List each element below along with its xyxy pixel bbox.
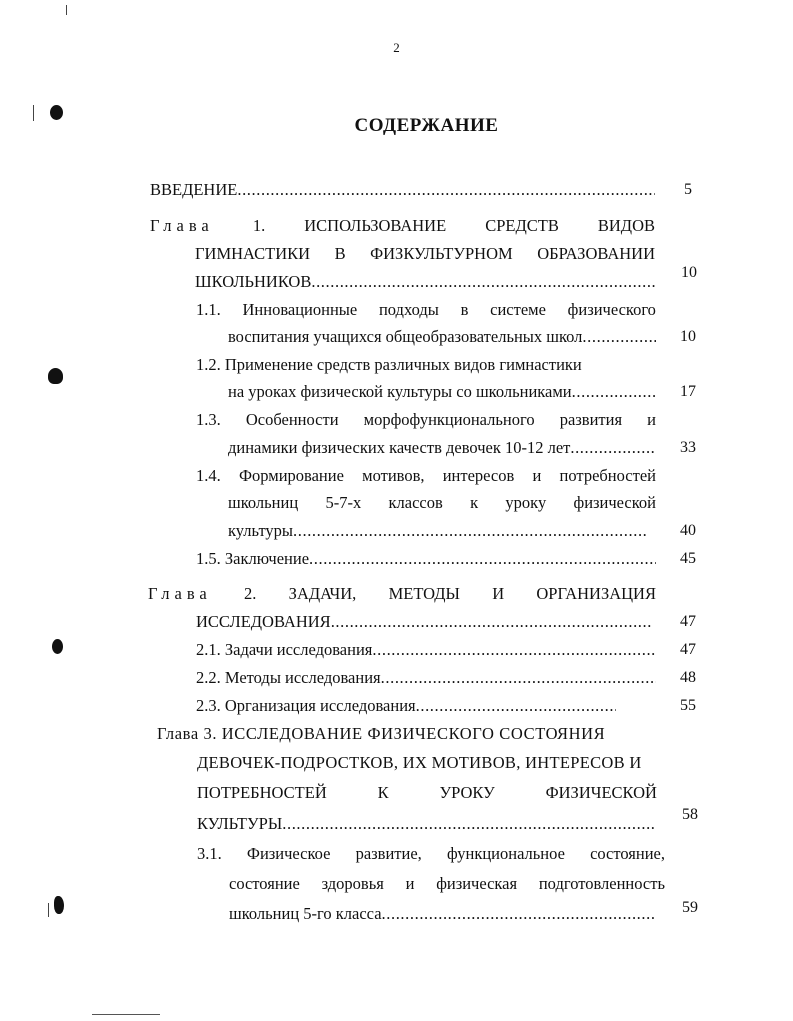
toc-leader [311,270,655,294]
toc-section-1-4-line-2 [228,491,656,515]
toc-word: ВИДОВ [597,216,655,235]
toc-page: 5 [684,181,692,198]
toc-page: 33 [680,439,696,456]
toc-section-1-4-line-3 [228,519,648,543]
toc-word: функциональное [446,844,565,863]
toc-page: 48 [680,669,696,686]
toc-word: 5-7-х [325,493,362,512]
toc-page: 55 [680,697,696,714]
toc-chapter-3-line-4 [197,812,655,836]
toc-word: Формирование [238,466,344,485]
binder-hole-mark [54,896,64,914]
toc-word: к [470,493,479,512]
toc-page: 40 [680,522,696,539]
toc-leader [381,666,656,690]
toc-word: Инновационные [242,300,358,319]
toc-word: морфофункционального [363,410,535,429]
toc-chapter-1-line-2 [195,242,655,266]
binder-hole-mark [48,368,63,384]
toc-label: ШКОЛЬНИКОВ [195,272,312,291]
toc-section-2-3 [196,694,616,718]
toc-chapter-3-line-3 [197,781,657,805]
toc-page: 59 [682,899,698,916]
toc-word: состояние [229,874,300,893]
toc-word: физической [573,493,656,512]
bottom-rule [92,1014,160,1015]
toc-word: 3.1. [197,844,222,863]
toc-page: 17 [680,383,696,400]
toc-word: и [532,466,542,485]
toc-leader [372,638,656,662]
toc-label: 1.5. Заключение [196,549,310,568]
margin-tick [48,903,49,917]
toc-word: ГИМНАСТИКИ [195,244,311,263]
toc-page: 47 [680,641,696,658]
binder-hole-mark [50,105,63,120]
toc-chapter-2-line-2 [196,610,652,634]
toc-word: Физическое [246,844,331,863]
toc-label: КУЛЬТУРЫ [197,814,283,833]
toc-section-1-2-line-2 [228,380,656,404]
toc-label: 2.2. Методы исследования [196,668,381,687]
toc-leader [582,325,656,349]
toc-leader [382,902,655,926]
toc-word: ОРГАНИЗАЦИЯ [536,584,656,603]
toc-chapter-3-line-1: Глава 3. ИССЛЕДОВАНИЕ ФИЗИЧЕСКОГО СОСТОЯНИЯ [157,724,606,743]
page-title: СОДЕРЖАНИЕ [354,115,499,136]
toc-label: динамики физических качеств девочек 10-12 лет [228,438,571,457]
toc-word: состояние, [590,844,665,863]
toc-section-1-1-line-1 [196,298,656,322]
toc-word: ОБРАЗОВАНИИ [537,244,655,263]
toc-section-1-3-line-1 [196,408,656,432]
toc-word: ФИЗИЧЕСКОЙ [545,783,657,802]
toc-word: 1.3. [196,410,221,429]
toc-word: интересов [442,466,515,485]
toc-label: 2.3. Организация исследования [196,696,416,715]
toc-section-1-2-line-1: 1.2. Применение средств различных видов гимнастики [196,355,582,374]
toc-chapter-1-line-3 [195,270,655,294]
toc-section-3-1-line-2 [229,872,665,896]
toc-section-1-3-line-2 [228,436,656,460]
binder-hole-mark [52,639,63,654]
toc-word: ИСПОЛЬЗОВАНИЕ [304,216,447,235]
toc-section-3-1-line-3 [229,902,655,926]
toc-leader [416,694,616,718]
toc-word: подходы [378,300,439,319]
toc-leader [570,436,656,460]
toc-word: СРЕДСТВ [485,216,559,235]
toc-word: К [377,783,389,802]
toc-word: здоровья [321,874,384,893]
toc-word: и [405,874,415,893]
toc-entry-intro [150,178,655,202]
toc-leader [331,610,652,634]
toc-word: школьниц [228,493,299,512]
toc-word: В [334,244,346,263]
toc-leader [282,812,655,836]
toc-word: 1.4. [196,466,221,485]
toc-word: ПОТРЕБНОСТЕЙ [197,783,327,802]
toc-word: потребностей [559,466,656,485]
margin-tick [66,5,67,15]
toc-page: 47 [680,613,696,630]
toc-page: 10 [680,328,696,345]
toc-word: 1.1. [196,300,221,319]
toc-section-1-4-line-1 [196,464,656,488]
toc-section-2-1 [196,638,656,662]
toc-word: ФИЗКУЛЬТУРНОМ [370,244,513,263]
page-number: 2 [393,40,400,55]
toc-word: развития [559,410,623,429]
toc-leader [309,547,656,571]
toc-word: Глава [150,216,214,235]
toc-word: физическая [436,874,518,893]
toc-chapter-3-line-2: ДЕВОЧЕК-ПОДРОСТКОВ, ИХ МОТИВОВ, ИНТЕРЕСОВ И [197,753,642,772]
toc-label: на уроках физической культуры со школьниками [228,382,572,401]
toc-word: в [460,300,469,319]
toc-section-1-1-line-2 [228,325,656,349]
toc-leader [293,519,648,543]
toc-word: классов [388,493,443,512]
toc-chapter-2-line-1 [148,582,656,606]
toc-word: системе [490,300,546,319]
toc-word: И [492,584,505,603]
toc-word: мотивов, [362,466,425,485]
toc-label: ВВЕДЕНИЕ [150,180,238,199]
toc-page: 10 [681,264,697,281]
toc-label: культуры [228,521,294,540]
toc-word: подготовленность [538,874,665,893]
toc-label: школьниц 5-го класса [229,904,382,923]
margin-tick [33,105,34,121]
toc-word: Особенности [245,410,339,429]
toc-word: уроку [505,493,547,512]
toc-section-3-1-line-1 [197,842,665,866]
toc-leader [572,380,656,404]
toc-word: развитие, [355,844,422,863]
toc-page: 58 [682,806,698,823]
toc-section-2-2 [196,666,656,690]
toc-section-1-5 [196,547,656,571]
toc-leader [237,178,655,202]
toc-word: 1. [252,216,266,235]
toc-chapter-1-line-1 [150,214,655,238]
toc-label: воспитания учащихся общеобразовательных школ [228,327,583,346]
toc-label: ИССЛЕДОВАНИЯ [196,612,331,631]
toc-word: УРОКУ [439,783,495,802]
toc-word: Глава [148,584,212,603]
toc-word: и [647,410,656,429]
toc-label: 2.1. Задачи исследования [196,640,373,659]
toc-word: ЗАДАЧИ, [288,584,357,603]
toc-word: МЕТОДЫ [388,584,460,603]
toc-page: 45 [680,550,696,567]
toc-word: физического [567,300,656,319]
toc-word: 2. [244,584,257,603]
